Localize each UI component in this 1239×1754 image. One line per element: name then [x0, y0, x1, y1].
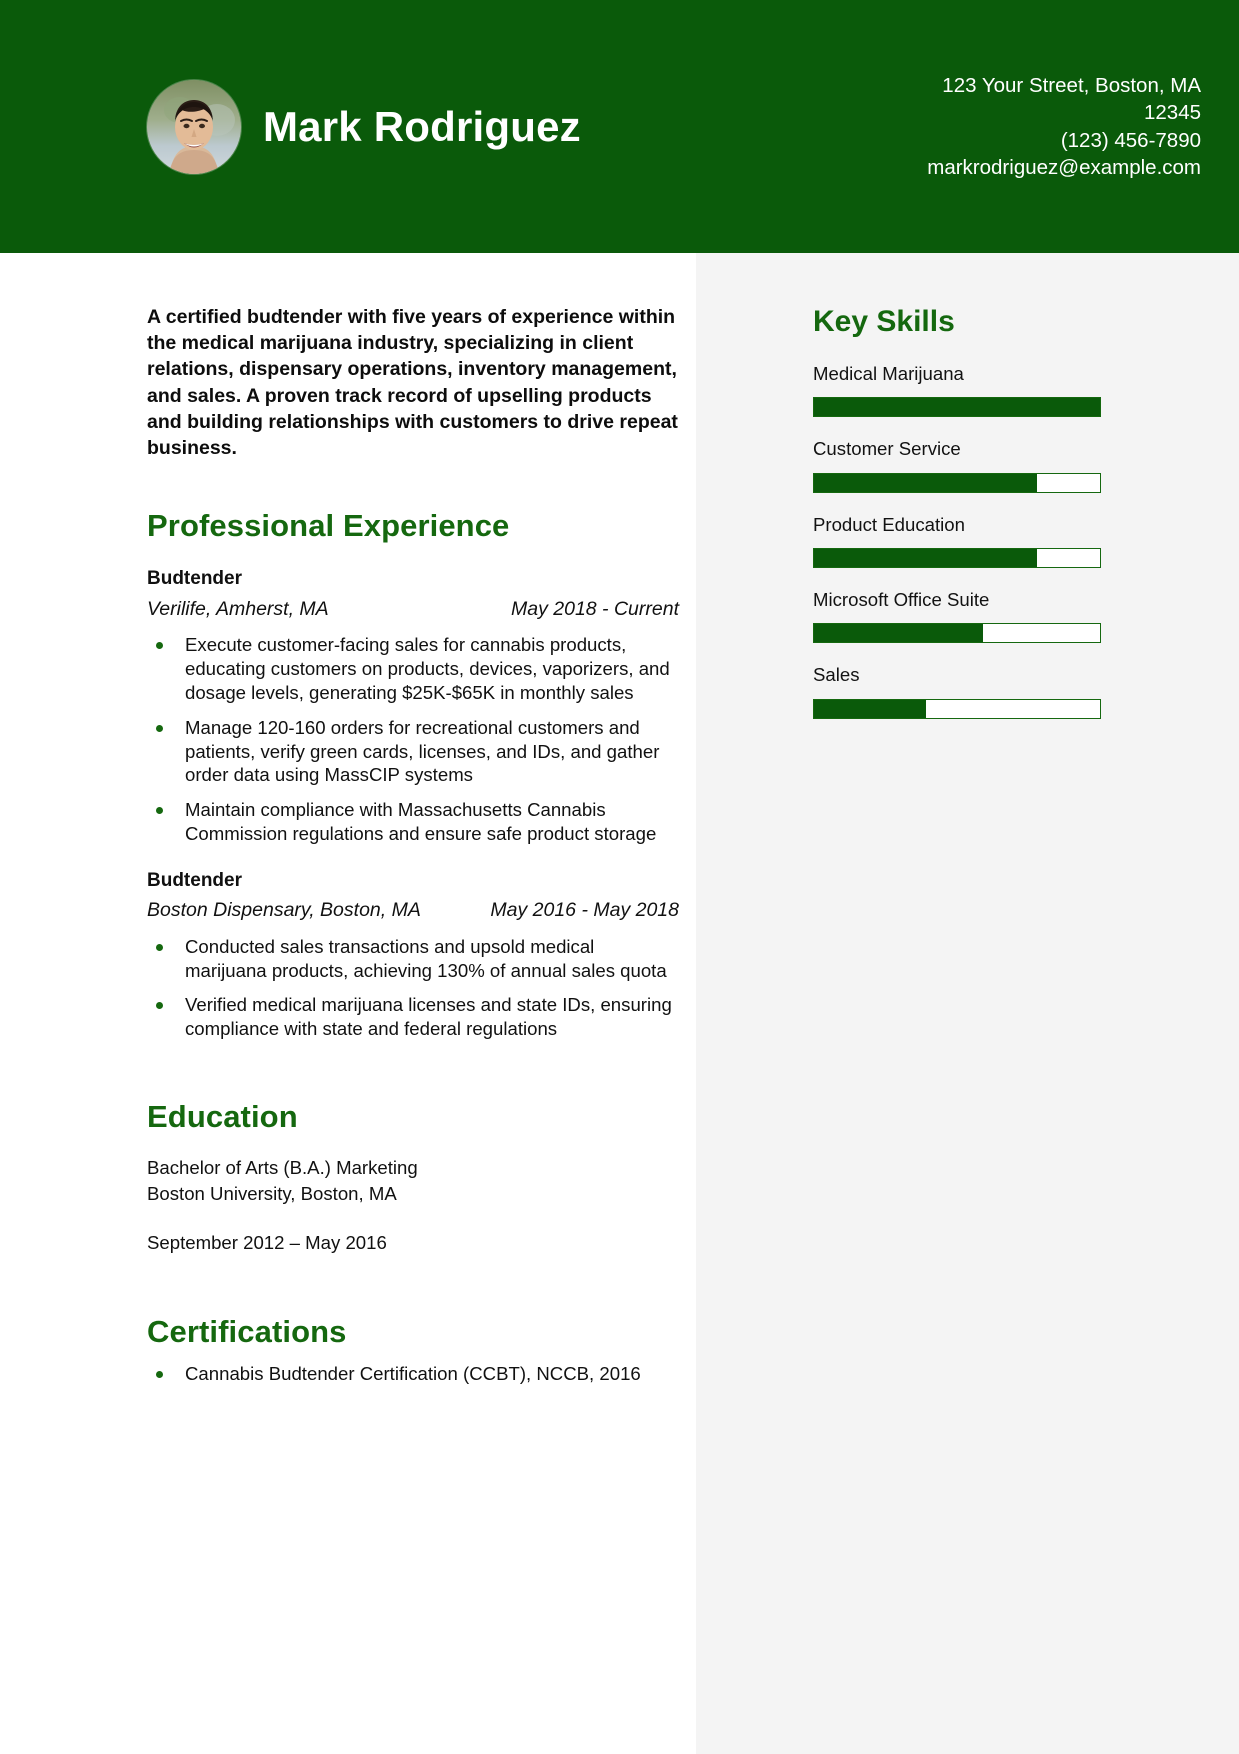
skill-bar-fill	[814, 549, 1037, 567]
job-bullet-list	[147, 935, 679, 1041]
section-professional-experience	[147, 508, 679, 1041]
list-item: Verified medical marijuana licenses and state IDs, ensuring compliance with state and federal regulations	[147, 993, 679, 1041]
sidebar-column	[813, 253, 1135, 719]
contact-address: 123 Your Street, Boston, MA 12345	[942, 74, 1201, 125]
skill-item	[813, 589, 1135, 643]
education-degree: Bachelor of Arts (B.A.) Marketing	[147, 1157, 418, 1179]
skill-item	[813, 363, 1135, 417]
job-organization: Verilife, Amherst, MA	[147, 598, 329, 620]
section-education	[147, 1099, 679, 1256]
main-column	[147, 253, 679, 1397]
resume-header	[0, 0, 1239, 253]
skill-bar-fill	[814, 624, 983, 642]
skill-item	[813, 664, 1135, 718]
skill-item	[813, 514, 1135, 568]
list-item: Cannabis Budtender Certification (CCBT), NCCB, 2016	[147, 1362, 679, 1386]
job-role: Budtender	[147, 869, 242, 891]
skill-bar-track	[813, 699, 1101, 719]
list-item: Execute customer-facing sales for cannabis products, educating customers on products, devices, vaporizers, and dosage levels, generating $25K-$65K in monthly sales	[147, 633, 679, 704]
section-certifications	[147, 1314, 679, 1386]
skill-label: Microsoft Office Suite	[813, 588, 990, 610]
job-dates: May 2018 - Current	[511, 598, 679, 620]
section-heading-experience: Professional Experience	[147, 508, 510, 544]
page-title: Mark Rodriguez	[263, 102, 581, 150]
section-heading-key-skills: Key Skills	[813, 305, 955, 338]
skill-bar-track	[813, 623, 1101, 643]
section-heading-certifications: Certifications	[147, 1314, 347, 1350]
avatar	[147, 80, 241, 174]
professional-summary: A certified budtender with five years of experience within the medical marijuana industry, specializing in client relations, dispensary operations, inventory management, and sales. A proven track record of upselling products and building relationships with customers to drive repeat business.	[147, 306, 678, 460]
list-item: Conducted sales transactions and upsold medical marijuana products, achieving 130% of annual sales quota	[147, 935, 679, 983]
certification-list	[147, 1362, 679, 1386]
skill-label: Sales	[813, 664, 860, 686]
job-dates: May 2016 - May 2018	[490, 899, 679, 922]
section-heading-education: Education	[147, 1099, 298, 1135]
contact-email: markrodriguez@example.com	[927, 155, 1201, 179]
skill-item	[813, 438, 1135, 492]
skill-bar-fill	[814, 700, 926, 718]
skill-bar-track	[813, 473, 1101, 493]
skill-bar-fill	[814, 398, 1100, 416]
skill-label: Product Education	[813, 513, 965, 535]
job-organization: Boston Dispensary, Boston, MA	[147, 899, 421, 922]
resume-body	[0, 253, 1239, 1754]
contact-phone: (123) 456-7890	[1060, 128, 1201, 152]
skill-label: Customer Service	[813, 438, 961, 460]
skill-bar-track	[813, 548, 1101, 568]
contact-block	[901, 72, 1201, 181]
identity-block	[147, 80, 581, 174]
experience-entry	[147, 869, 679, 1041]
education-dates: September 2012 – May 2016	[147, 1231, 387, 1253]
skill-label: Medical Marijuana	[813, 363, 964, 384]
list-item: Manage 120-160 orders for recreational customers and patients, verify green cards, licenses, and IDs, and gather order data using MassCIP systems	[147, 716, 679, 787]
list-item: Maintain compliance with Massachusetts Cannabis Commission regulations and ensure safe product storage	[147, 798, 679, 846]
experience-entry	[147, 567, 679, 845]
job-bullet-list	[147, 633, 679, 845]
skill-bar-track	[813, 397, 1101, 417]
skill-bar-fill	[814, 474, 1037, 492]
job-role: Budtender	[147, 568, 242, 590]
education-school: Boston University, Boston, MA	[147, 1183, 397, 1205]
